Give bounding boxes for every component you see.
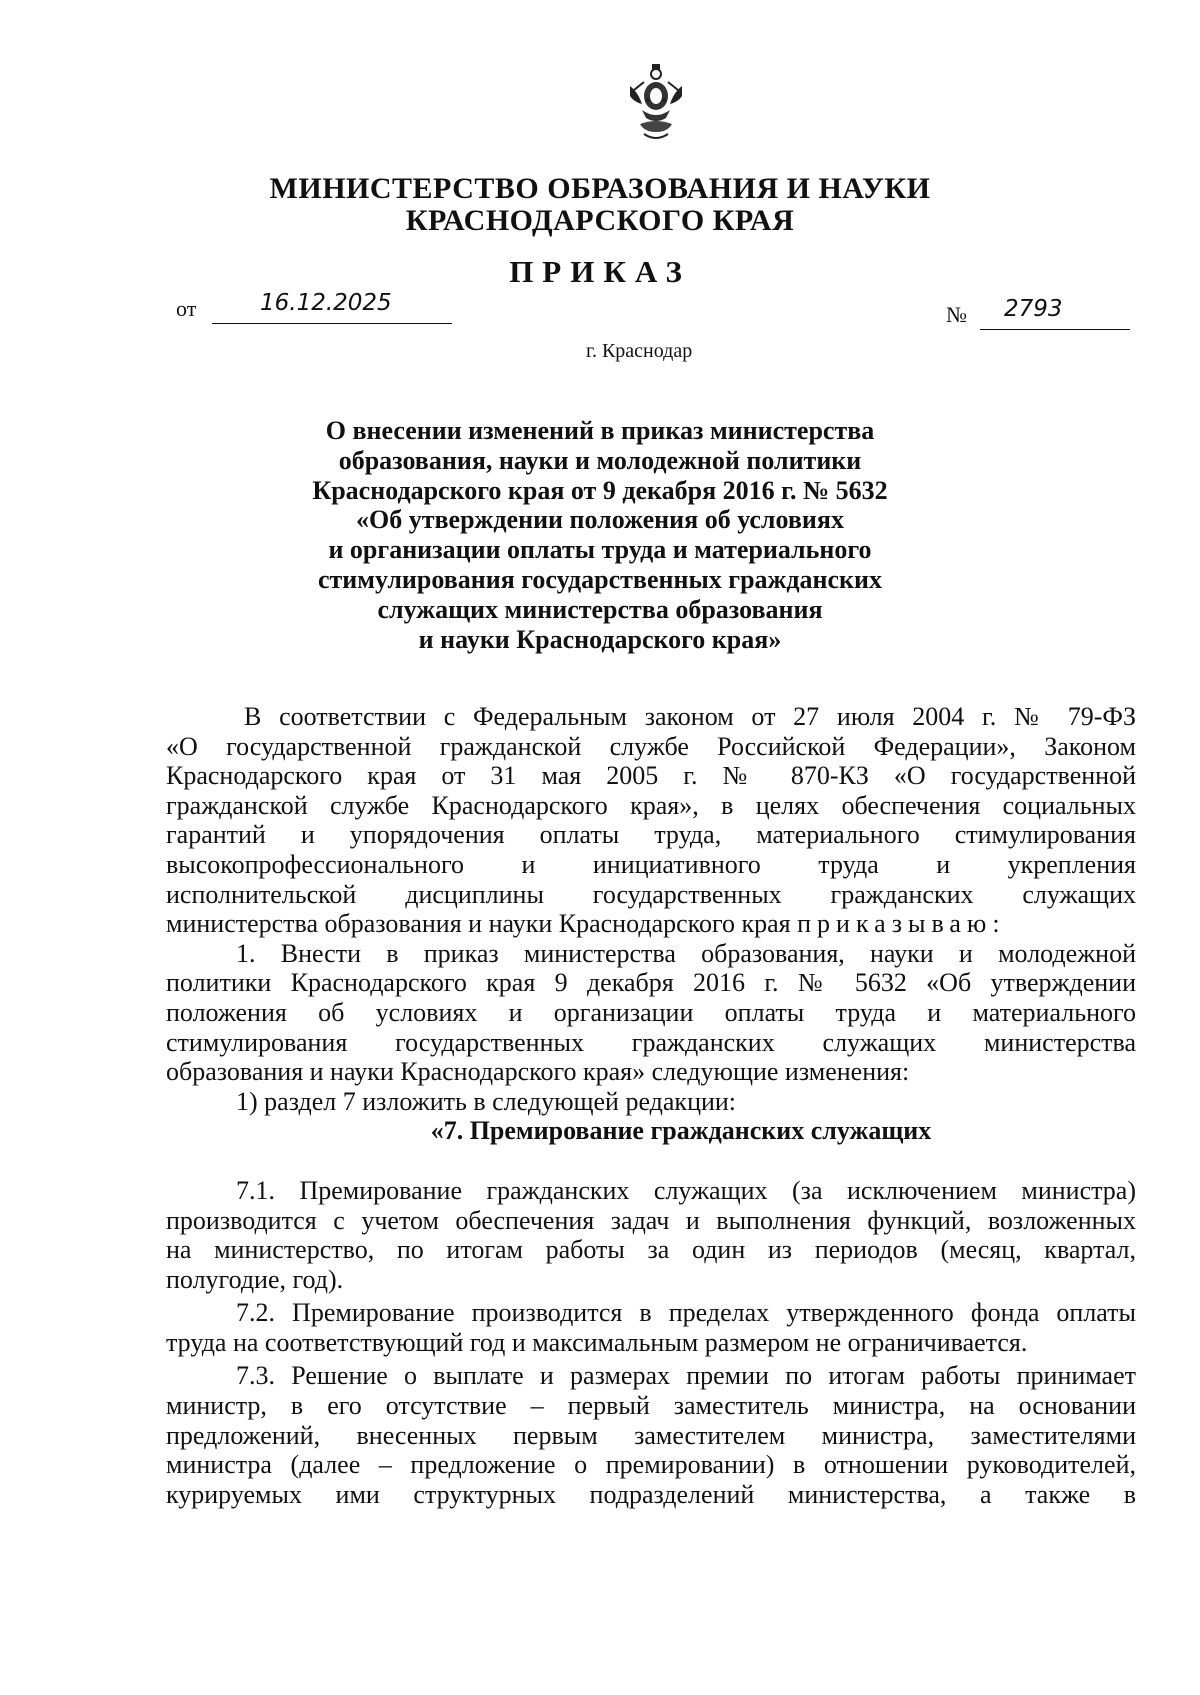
item1-line: положения об условиях и организации оплаты труда и материального: [166, 997, 1136, 1027]
preamble-line: «О государственной гражданской службе Российской Федерации», Законом: [166, 731, 1136, 761]
preamble-line: исполнительской дисциплины государственных гражданских служащих: [166, 879, 1136, 909]
handwritten-date: 16.12.2025: [260, 290, 392, 316]
p71-line: полугодие, год).: [166, 1264, 344, 1294]
preamble-line: гражданской службе Краснодарского края», в целях обеспечения социальных: [166, 790, 1136, 820]
title-line: Краснодарского края от 9 декабря 2016 г. № 5632: [312, 475, 888, 505]
item1-line: политики Краснодарского края 9 декабря 2016 г. № 5632 «Об утверждении: [166, 968, 1136, 998]
document-body: [166, 702, 1136, 1509]
p71-line: производится с учетом обеспечения задач и выполнения функций, возложенных: [166, 1205, 1136, 1235]
title-line: стимулирования государственных гражданских: [317, 564, 883, 594]
handwritten-number: 2793: [1004, 296, 1063, 322]
title-line: служащих министерства образования: [377, 594, 823, 624]
preamble-line: Краснодарского края от 31 мая 2005 г. № 870-КЗ «О государственной: [166, 761, 1136, 791]
subitem1: 1) раздел 7 изложить в следующей редакции:: [236, 1086, 737, 1116]
ministry-name-line2: КРАСНОДАРСКОГО КРАЯ: [405, 204, 795, 237]
p73-line: курируемых ими структурных подразделений министерства, а также в: [166, 1479, 1136, 1509]
spacer: [166, 1146, 1136, 1176]
p73-line: предложений, внесенных первым заместителем министра, заместителями: [166, 1420, 1136, 1450]
date-underline: [212, 323, 452, 324]
section-title: «7. Премирование гражданских служащих: [430, 1116, 932, 1146]
document-title: [0, 416, 1200, 654]
p72-line: труда на соответствующий год и максимальным размером не ограничивается.: [166, 1327, 1028, 1357]
ministry-name-line1: МИНИСТЕРСТВО ОБРАЗОВАНИЯ И НАУКИ: [269, 172, 931, 205]
title-line: образования, науки и молодежной политики: [338, 445, 862, 475]
item1-line: 1. Внести в приказ министерства образования, науки и молодежной: [236, 938, 1136, 968]
item1-line: стимулирования государственных гражданских служащих министерства: [166, 1027, 1136, 1057]
p71-line: на министерство, по итогам работы за один из периодов (месяц, квартал,: [166, 1235, 1136, 1265]
order-word: приказываю:: [797, 909, 1006, 939]
preamble-line-last: [166, 909, 1136, 939]
p73-line: министр, в его отсутствие – первый заместитель министра, на основании: [166, 1391, 1136, 1421]
number-underline: [980, 329, 1130, 330]
date-prefix: от: [176, 296, 197, 321]
p72-line: 7.2. Премирование производится в пределах утвержденного фонда оплаты: [236, 1298, 1136, 1328]
preamble-line: гарантий и упорядочения оплаты труда, материального стимулирования: [166, 820, 1136, 850]
document-type: ПРИКАЗ: [509, 254, 691, 289]
title-line: «Об утверждении положения об условиях: [356, 505, 844, 535]
title-line: и организации оплаты труда и материального: [328, 535, 872, 565]
city-label: г. Краснодар: [586, 340, 693, 362]
preamble-line: высокопрофессионального и инициативного труда и укрепления: [166, 849, 1136, 879]
p73-line: 7.3. Решение о выплате и размерах премии по итогам работы принимает: [236, 1361, 1136, 1391]
p71-line: 7.1. Премирование гражданских служащих (за исключением министра): [236, 1175, 1136, 1205]
item1-line: образования и науки Краснодарского края» следующие изменения:: [166, 1057, 910, 1087]
title-line: и науки Краснодарского края»: [418, 624, 782, 654]
coat-of-arms-emblem: [628, 60, 684, 156]
title-line: О внесении изменений в приказ министерства: [325, 416, 875, 445]
preamble-line: В соответствии с Федеральным законом от 27 июля 2004 г. № 79-ФЗ: [244, 702, 1136, 731]
p73-line: министра (далее – предложение о премировании) в отношении руководителей,: [166, 1450, 1136, 1480]
number-prefix: №: [946, 302, 967, 327]
preamble-tail: министерства образования и науки Краснодарского края: [166, 909, 791, 939]
